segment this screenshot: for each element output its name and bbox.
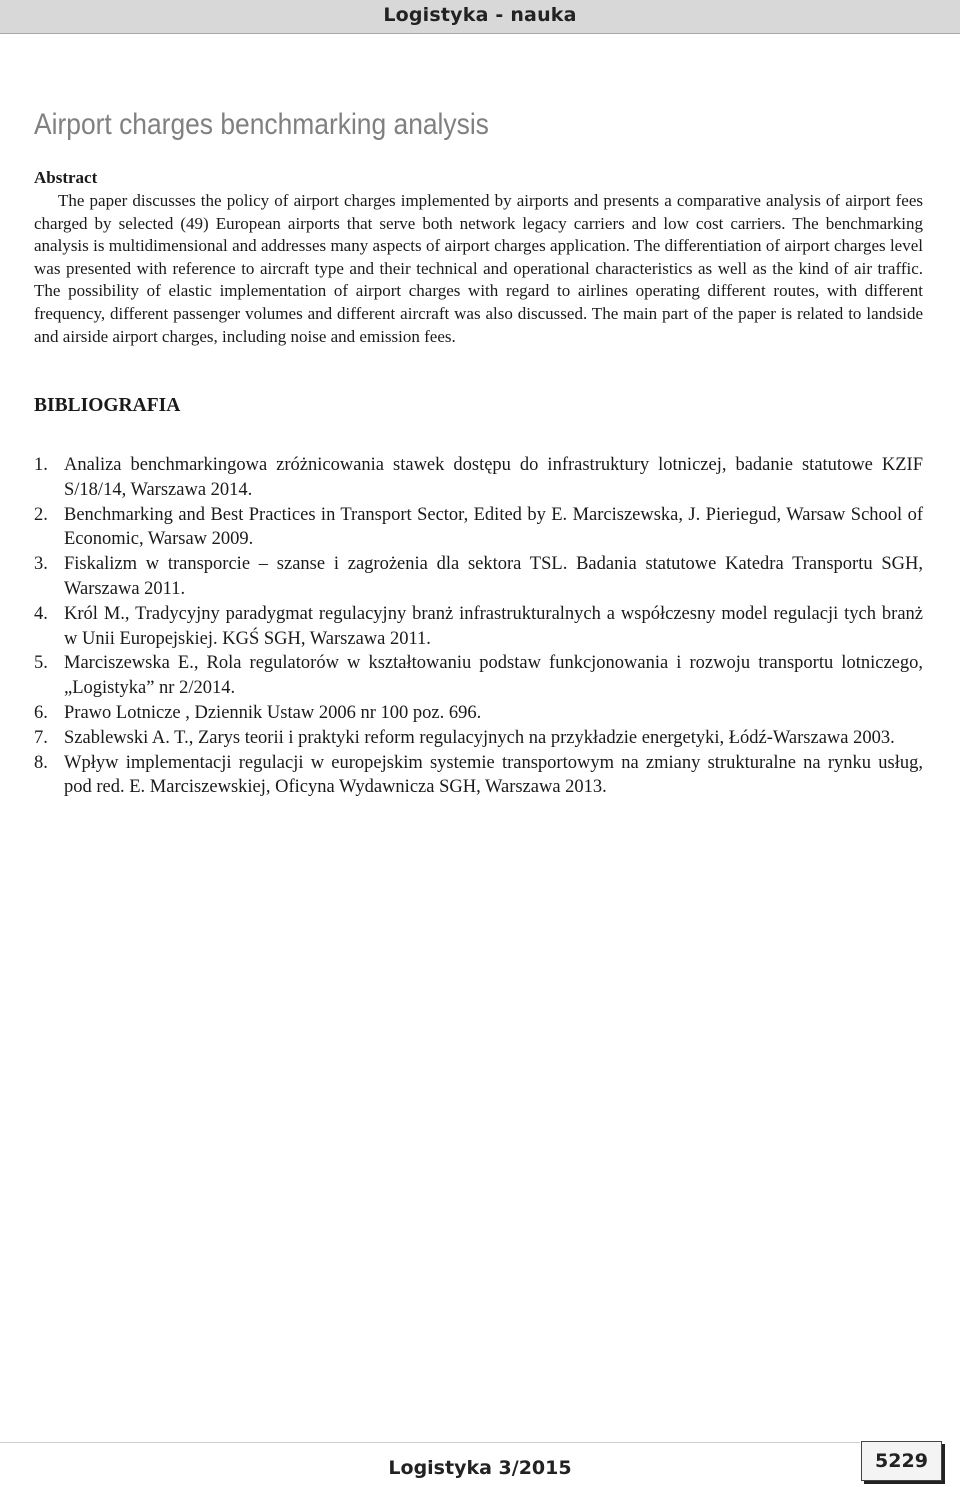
bibliography-item	[34, 552, 923, 602]
item-text: Prawo Lotnicze , Dziennik Ustaw 2006 nr 100 poz. 696.	[64, 702, 482, 723]
bibliography-item	[34, 503, 923, 553]
item-number: 6.	[34, 702, 48, 723]
item-text: Szablewski A. T., Zarys teorii i praktyki reform regulacyjnych na przykładzie energetyki, Łódź-Warszawa 2003.	[64, 727, 895, 748]
item-number: 4.	[34, 603, 48, 624]
page-number-box: 5229	[861, 1441, 942, 1481]
bibliography-heading: BIBLIOGRAFIA	[34, 395, 181, 416]
running-header-bar	[0, 0, 960, 34]
item-text: Marciszewska E., Rola regulatorów w kształtowaniu podstaw funkcjonowania i rozwoju transportu lotniczego, „Logistyka” nr 2/2014.	[64, 653, 923, 699]
item-number: 8.	[34, 752, 48, 773]
footer-divider	[0, 1442, 860, 1443]
item-number: 5.	[34, 653, 48, 674]
bibliography-item	[34, 726, 923, 751]
item-text: Król M., Tradycyjny paradygmat regulacyjny branż infrastrukturalnych a współczesny model regulacji tych branż w Unii Europejskiej. KGŚ SGH, Warszawa 2011.	[64, 603, 923, 649]
abstract-body: The paper discusses the policy of airport charges implemented by airports and presents a comparative analysis of airport fees charged by selected (49) European airports that serve both network legacy carriers and low cost carriers. The benchmarking analysis is multidimensional and addresses many aspects of airport charges application. The differentiation of airport charges level was presented with reference to aircraft type and their technical and operational characteristics as well as the kind of air traffic. The possibility of elastic implementation of airport charges with regard to airlines operating different routes, with different frequency, different passenger volumes and different aircraft was also discussed. The main part of the paper is related to landside and airside airport charges, including noise and emission fees.	[34, 191, 923, 346]
bibliography-list	[34, 453, 923, 800]
article-title: Airport charges benchmarking analysis	[34, 108, 489, 141]
footer-issue: Logistyka 3/2015	[388, 1457, 572, 1479]
item-number: 7.	[34, 727, 48, 748]
item-number: 1.	[34, 455, 48, 475]
abstract-heading: Abstract	[34, 168, 98, 187]
bibliography-item	[34, 701, 923, 726]
item-text: Wpływ implementacji regulacji w europejskim systemie transportowym na zmiany strukturalne na rynku usług, pod red. E. Marciszewskiej, Oficyna Wydawnicza SGH, Warszawa 2013.	[64, 752, 923, 798]
bibliography-item	[34, 453, 923, 503]
item-number: 3.	[34, 554, 48, 575]
bibliography-item	[34, 751, 923, 801]
item-text: Fiskalizm w transporcie – szanse i zagrożenia dla sektora TSL. Badania statutowe Katedra Transportu SGH, Warszawa 2011.	[64, 554, 923, 599]
bibliography-item	[34, 651, 923, 701]
bibliography-item	[34, 602, 923, 652]
running-header: Logistyka - nauka	[383, 4, 577, 26]
item-text: Analiza benchmarkingowa zróżnicowania stawek dostępu do infrastruktury lotniczej, badanie statutowe KZIF S/18/14, Warszawa 2014.	[64, 455, 923, 500]
item-number: 2.	[34, 504, 48, 525]
item-text: Benchmarking and Best Practices in Transport Sector, Edited by E. Marciszewska, J. Pieriegud, Warsaw School of Economic, Warsaw 2009.	[64, 504, 923, 550]
